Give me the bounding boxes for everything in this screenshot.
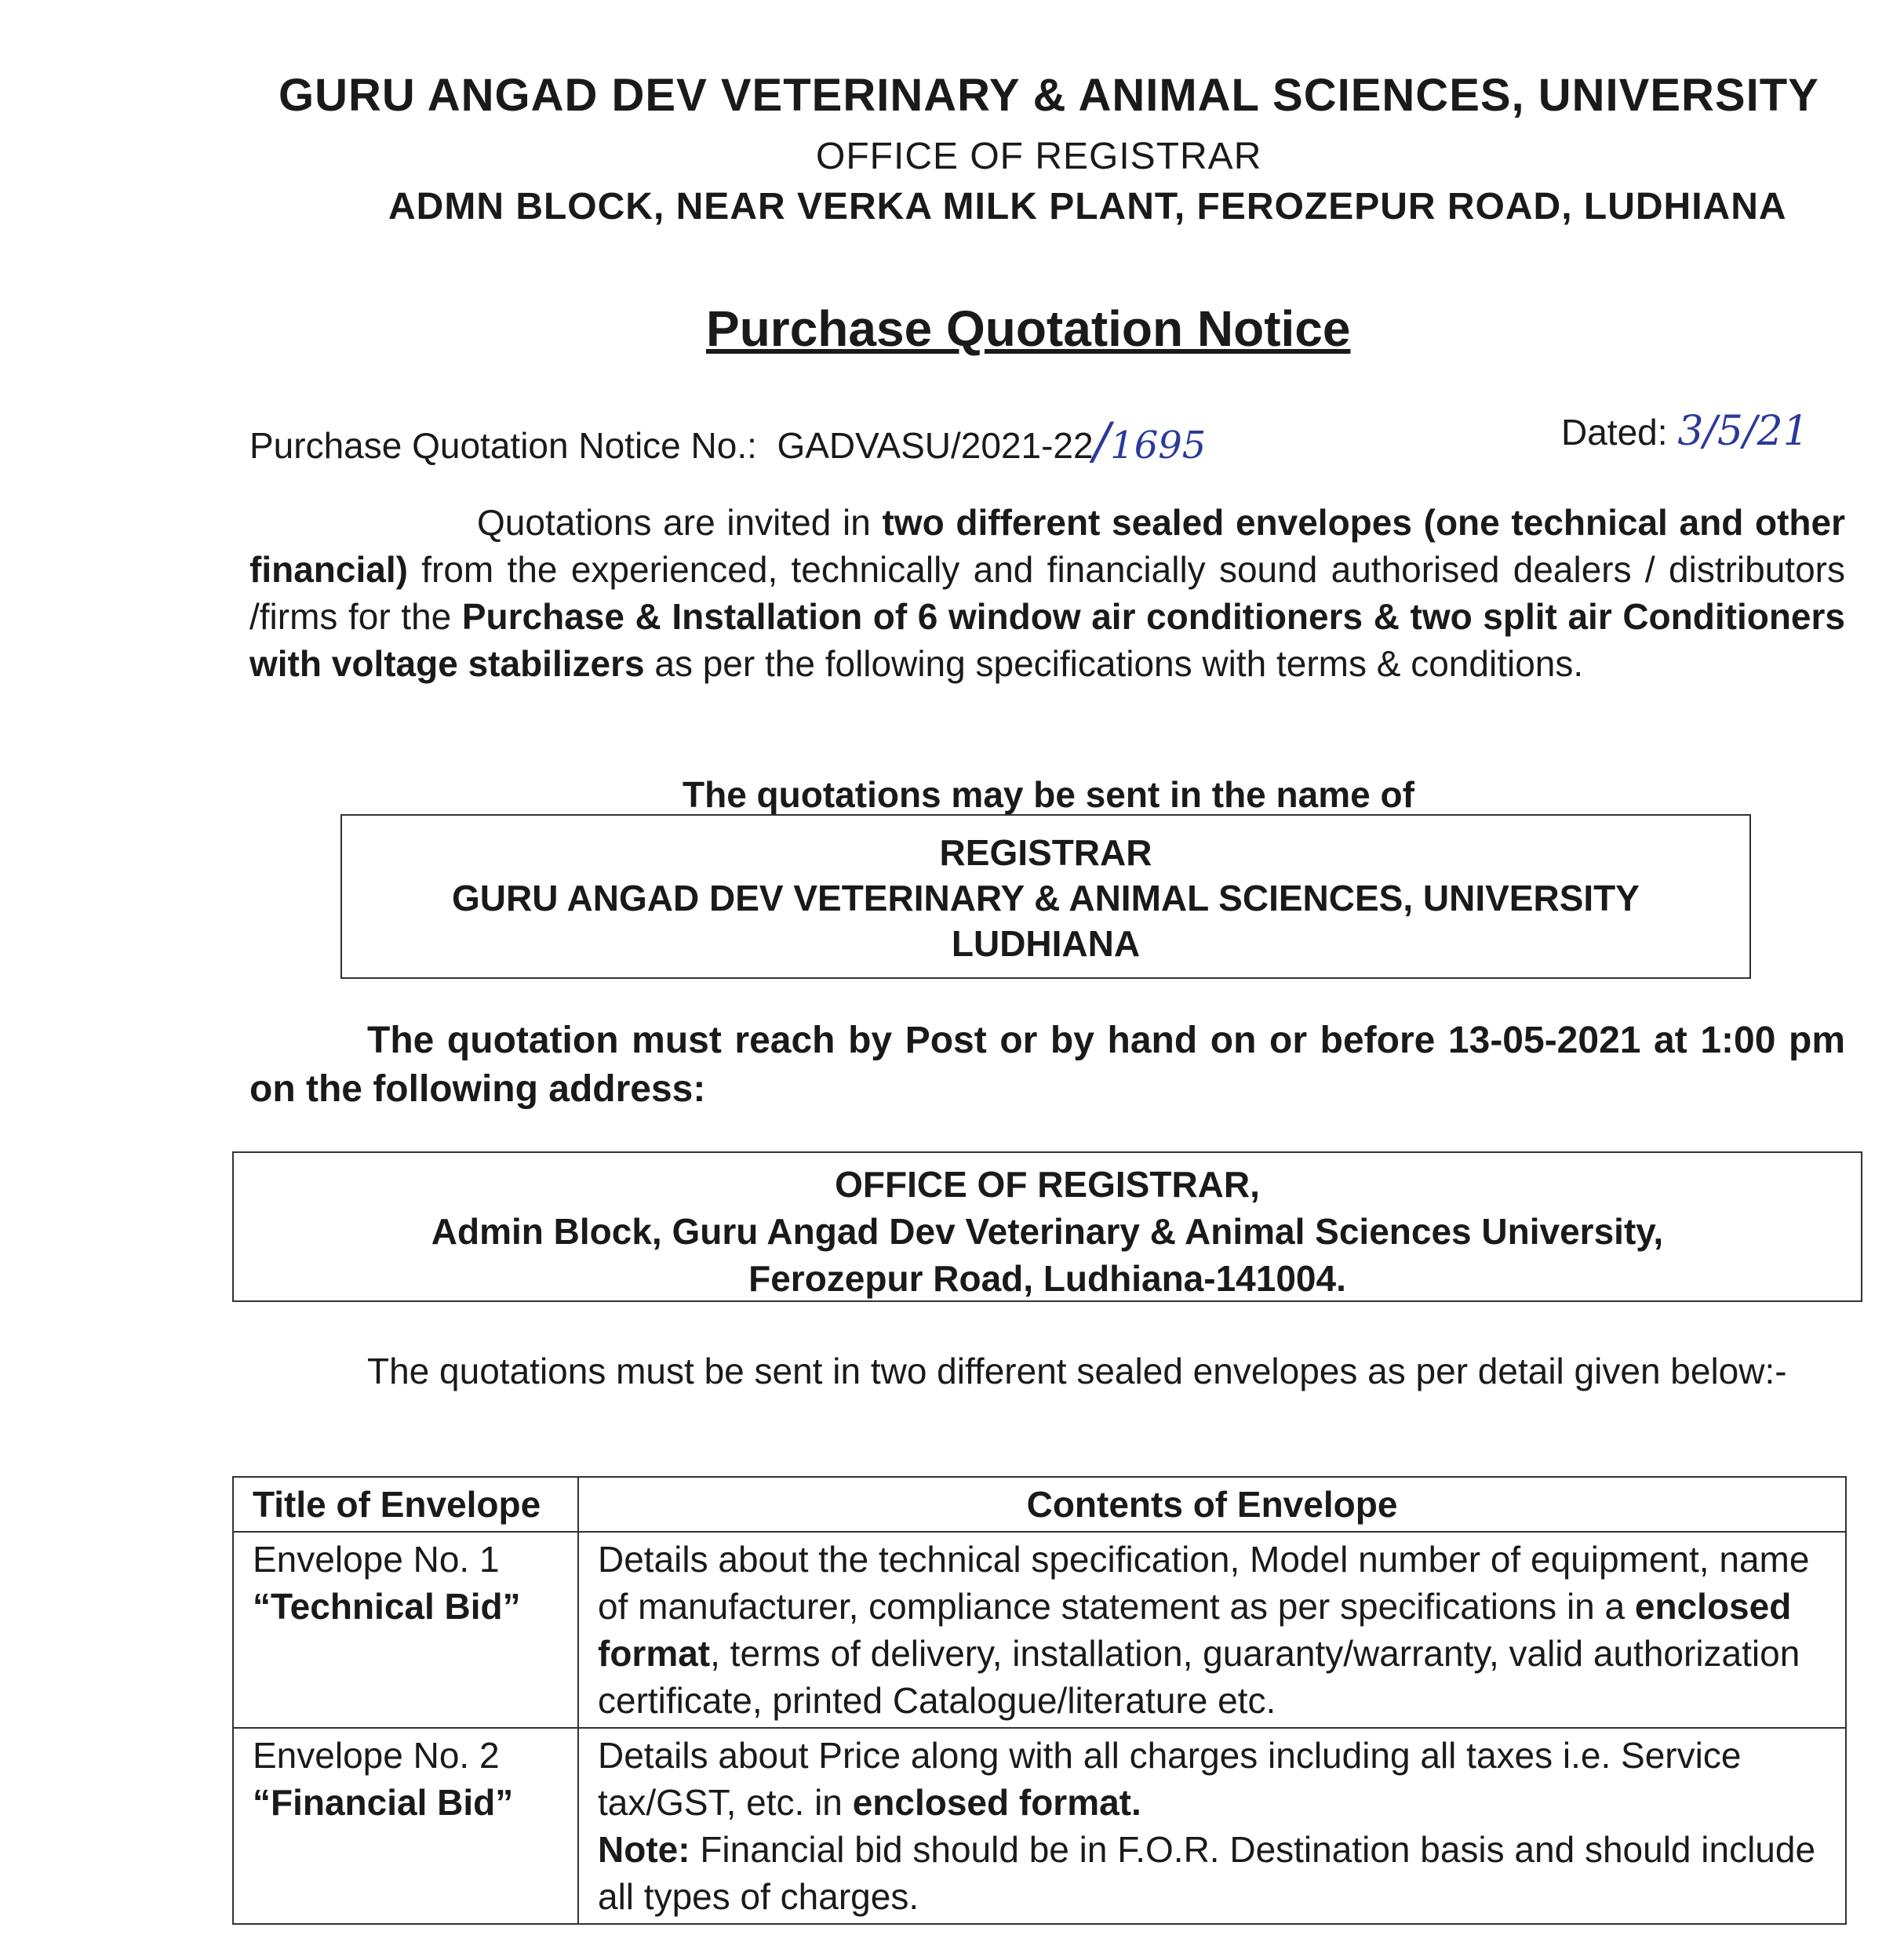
intro-paragraph bbox=[249, 499, 1845, 687]
contents-text-1: Details about the technical specification, Model number of equipment, name of manufacturer, compliance statement as per specifications in a bbox=[598, 1539, 1810, 1627]
delivery-line-3: Ferozepur Road, Ludhiana-141004. bbox=[748, 1258, 1346, 1299]
page-title: Purchase Quotation Notice bbox=[706, 300, 1351, 357]
deadline-text: The quotation must reach by Post or by hand on or before 13-05-2021 at 1:00 pm on the following address: bbox=[249, 1020, 1845, 1110]
envelope-table bbox=[232, 1476, 1847, 1925]
handwritten-number: 1695 bbox=[1110, 424, 1207, 467]
envelope-title-cell bbox=[233, 1532, 578, 1728]
envelope-contents-cell bbox=[578, 1532, 1846, 1728]
addressee-line-2: GURU ANGAD DEV VETERINARY & ANIMAL SCIENCES, UNIVERSITY bbox=[452, 878, 1640, 918]
note-text: Financial bid should be in F.O.R. Destination basis and should include all types of charges. bbox=[598, 1829, 1816, 1917]
addressee-line-3: LUDHIANA bbox=[951, 923, 1141, 964]
header-title-of-envelope: Title of Envelope bbox=[233, 1477, 578, 1532]
delivery-line-1: OFFICE OF REGISTRAR, bbox=[835, 1164, 1260, 1205]
dated-label: Dated: bbox=[1561, 412, 1668, 453]
contents-bold: enclosed format. bbox=[852, 1782, 1141, 1823]
envelopes-intro bbox=[249, 1347, 1845, 1395]
intro-text-1: Quotations are invited in bbox=[477, 502, 883, 543]
office-name: OFFICE OF REGISTRAR bbox=[816, 136, 1262, 177]
table-row bbox=[233, 1532, 1846, 1728]
contents-text-2: , terms of delivery, installation, guaranty/warranty, valid authorization certificate, printed Catalogue/literature etc. bbox=[598, 1633, 1800, 1721]
envelopes-intro-text: The quotations must be sent in two different sealed envelopes as per detail given below:- bbox=[367, 1351, 1787, 1391]
envelope-name: “Technical Bid” bbox=[253, 1586, 521, 1627]
delivery-address-box bbox=[232, 1151, 1862, 1302]
intro-text-2: from the experienced, technically and financially sound authorised dealers / distributors /firms for the bbox=[249, 549, 1845, 637]
envelope-name: “Financial Bid” bbox=[253, 1782, 514, 1823]
intro-bold-1: two different sealed envelopes (one technical and other financial) bbox=[249, 502, 1845, 590]
addressee-box bbox=[340, 814, 1751, 979]
delivery-line-2: Admin Block, Guru Angad Dev Veterinary & Animal Sciences University, bbox=[431, 1211, 1664, 1252]
dated-line bbox=[1561, 408, 1809, 455]
table-header-row bbox=[233, 1477, 1846, 1532]
notice-number-label: Purchase Quotation Notice No.: bbox=[249, 425, 757, 466]
table-row bbox=[233, 1728, 1846, 1924]
deadline-paragraph bbox=[249, 1016, 1845, 1114]
contents-text-1: Details about Price along with all charges including all taxes i.e. Service tax/GST, etc. in bbox=[598, 1735, 1742, 1823]
intro-bold-2: Purchase & Installation of 6 window air conditioners & two split air Conditioners with voltage stabilizers bbox=[249, 596, 1845, 684]
notice-number-line bbox=[249, 413, 1206, 471]
university-name: GURU ANGAD DEV VETERINARY & ANIMAL SCIENCES, UNIVERSITY bbox=[279, 70, 1819, 121]
addressee-line-1: REGISTRAR bbox=[939, 832, 1152, 873]
note-label: Note: bbox=[598, 1829, 690, 1870]
contents-bold: enclosed format bbox=[598, 1586, 1792, 1674]
notice-number: GADVASU/2021-22 bbox=[777, 425, 1094, 466]
envelope-number: Envelope No. 1 bbox=[253, 1539, 500, 1580]
handwritten-date: 3/5/21 bbox=[1677, 408, 1809, 455]
envelope-contents-cell bbox=[578, 1728, 1846, 1924]
office-address: ADMN BLOCK, NEAR VERKA MILK PLANT, FEROZEPUR ROAD, LUDHIANA bbox=[388, 186, 1787, 227]
envelope-number: Envelope No. 2 bbox=[253, 1735, 500, 1776]
handwritten-slash: / bbox=[1093, 413, 1111, 471]
envelope-title-cell bbox=[233, 1728, 578, 1924]
addressee-heading: The quotations may be sent in the name of bbox=[683, 774, 1414, 815]
header-contents-of-envelope: Contents of Envelope bbox=[578, 1477, 1846, 1532]
intro-text-3: as per the following specifications with terms & conditions. bbox=[644, 643, 1584, 684]
